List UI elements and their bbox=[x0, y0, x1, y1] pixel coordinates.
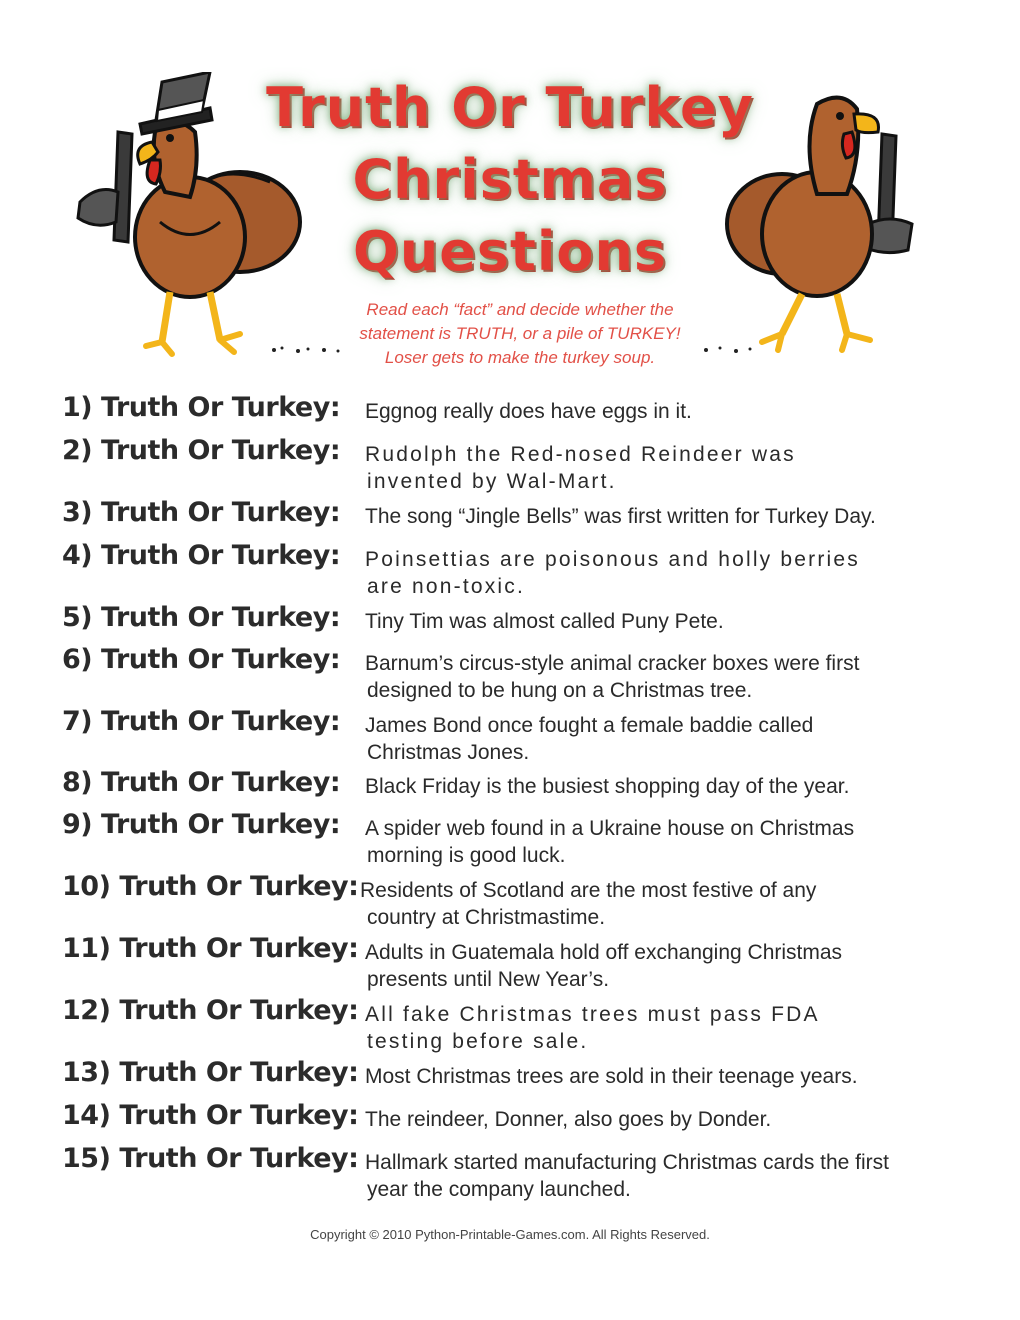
question-text-line-1: All fake Christmas trees must pass FDA bbox=[365, 1003, 820, 1026]
question-text-line-1: Most Christmas trees are sold in their teenage years. bbox=[365, 1065, 858, 1088]
question-text bbox=[365, 712, 955, 766]
question-text-line-2: are non-toxic. bbox=[367, 575, 526, 598]
question-text bbox=[365, 815, 955, 869]
question-text bbox=[365, 773, 955, 800]
question-text bbox=[365, 441, 955, 495]
question-label: 7) Truth Or Turkey: bbox=[62, 706, 341, 737]
question-label: 4) Truth Or Turkey: bbox=[62, 540, 341, 571]
question-text-line-2: Christmas Jones. bbox=[367, 741, 530, 764]
question-label: 13) Truth Or Turkey: bbox=[62, 1057, 359, 1088]
question-text-line-2: invented by Wal-Mart. bbox=[367, 470, 617, 493]
question-text-line-2: country at Christmastime. bbox=[367, 906, 606, 929]
question-label: 5) Truth Or Turkey: bbox=[62, 602, 341, 633]
question-text bbox=[365, 650, 955, 704]
question-text-line-1: Residents of Scotland are the most festive of any bbox=[360, 879, 817, 902]
question-text bbox=[365, 503, 955, 530]
header bbox=[0, 0, 1020, 380]
question-text-line-1: Black Friday is the busiest shopping day of the year. bbox=[365, 775, 850, 798]
instructions-line-2: statement is TRUTH, or a pile of TURKEY! bbox=[359, 324, 681, 343]
question-text-line-2: testing before sale. bbox=[367, 1030, 589, 1053]
question-text bbox=[365, 608, 955, 635]
question-label: 10) Truth Or Turkey: bbox=[62, 871, 359, 902]
question-text bbox=[365, 398, 955, 425]
question-text bbox=[365, 1063, 955, 1090]
instructions-line-1: Read each “fact” and decide whether the bbox=[366, 300, 674, 319]
question-text bbox=[365, 1001, 955, 1055]
page-title-line-2: Christmas bbox=[352, 148, 668, 211]
question-label: 14) Truth Or Turkey: bbox=[62, 1100, 359, 1131]
question-text-line-1: Hallmark started manufacturing Christmas cards the first bbox=[365, 1151, 890, 1174]
question-text-line-1: Rudolph the Red-nosed Reindeer was bbox=[365, 443, 796, 466]
question-text-line-1: Tiny Tim was almost called Puny Pete. bbox=[365, 610, 724, 633]
page-title-line-3: Questions bbox=[352, 220, 668, 283]
question-label: 3) Truth Or Turkey: bbox=[62, 497, 341, 528]
copyright-notice: Copyright © 2010 Python-Printable-Games.com. All Rights Reserved. bbox=[310, 1227, 710, 1242]
question-text-line-1: Eggnog really does have eggs in it. bbox=[365, 400, 692, 423]
question-label: 9) Truth Or Turkey: bbox=[62, 809, 341, 840]
question-text-line-1: The song “Jingle Bells” was first written for Turkey Day. bbox=[365, 505, 876, 528]
instructions-line-3: Loser gets to make the turkey soup. bbox=[384, 348, 656, 367]
instructions bbox=[330, 298, 710, 370]
question-text-line-2: year the company launched. bbox=[367, 1178, 631, 1201]
question-label: 15) Truth Or Turkey: bbox=[62, 1143, 359, 1174]
question-text-line-1: James Bond once fought a female baddie called bbox=[365, 714, 814, 737]
question-text-line-1: Adults in Guatemala hold off exchanging Christmas bbox=[365, 941, 843, 964]
question-label: 6) Truth Or Turkey: bbox=[62, 644, 341, 675]
question-label: 8) Truth Or Turkey: bbox=[62, 767, 341, 798]
question-text-line-2: presents until New Year’s. bbox=[367, 968, 610, 991]
question-text bbox=[365, 546, 955, 600]
question-label: 2) Truth Or Turkey: bbox=[62, 435, 341, 466]
question-text bbox=[365, 1106, 955, 1133]
page-title-line-1: Truth Or Turkey bbox=[266, 76, 754, 139]
question-text-line-2: morning is good luck. bbox=[367, 844, 566, 867]
question-text-line-1: The reindeer, Donner, also goes by Donder. bbox=[365, 1108, 772, 1131]
question-label: 12) Truth Or Turkey: bbox=[62, 995, 359, 1026]
question-text-line-1: Barnum’s circus-style animal cracker boxes were first bbox=[365, 652, 860, 675]
question-text bbox=[360, 877, 950, 931]
question-text-line-1: Poinsettias are poisonous and holly berries bbox=[365, 548, 861, 571]
question-text-line-1: A spider web found in a Ukraine house on Christmas bbox=[365, 817, 855, 840]
question-text-line-2: designed to be hung on a Christmas tree. bbox=[367, 679, 753, 702]
question-label: 11) Truth Or Turkey: bbox=[62, 933, 359, 964]
question-text bbox=[365, 1149, 955, 1203]
question-label: 1) Truth Or Turkey: bbox=[62, 392, 341, 423]
question-text bbox=[365, 939, 955, 993]
